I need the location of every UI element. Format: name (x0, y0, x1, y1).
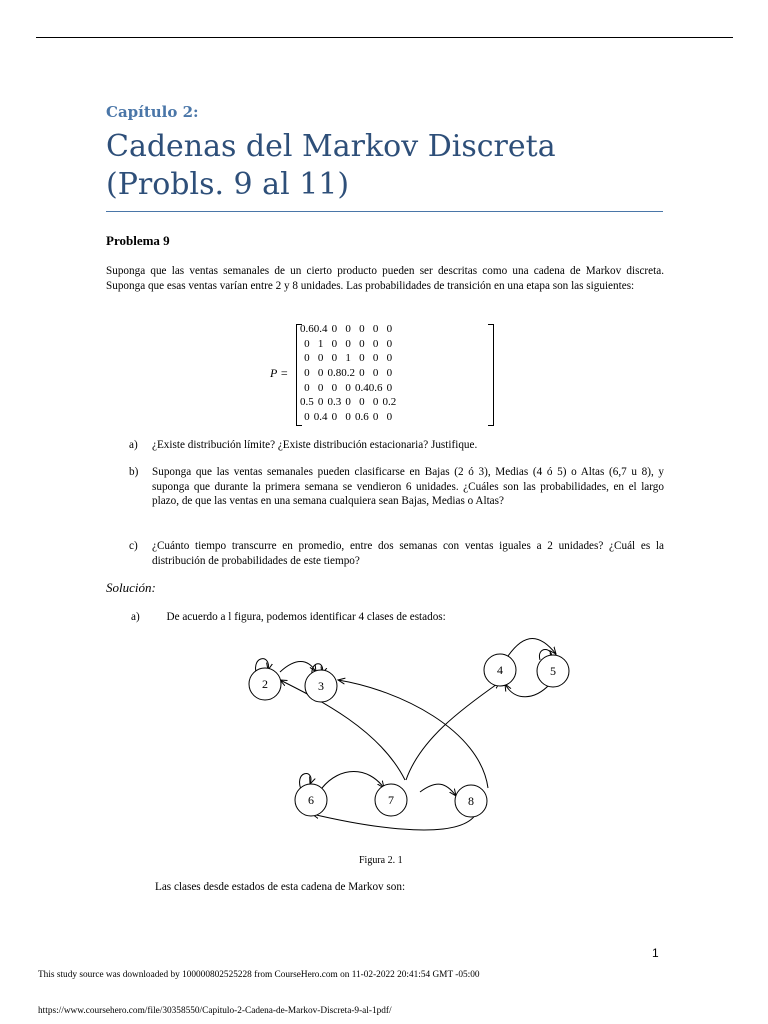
matrix-cell: 0 (317, 367, 324, 380)
chapter-label: Capítulo 2: (106, 103, 199, 121)
matrix-cell: 0 (345, 381, 351, 394)
question-text: Suponga que las ventas semanales pueden clasificarse en Bajas (2 ó 3), Medias (4 ó 5) o Altas (6,7 u 8), y suponga que durante la primera semana se vendieron 6 unidades. ¿Cuáles son las probabilidades, en el largo plazo, de que las ventas en una semana cualquiera sean Bajas, Medias o Altas? (152, 466, 664, 507)
title-divider (106, 211, 663, 212)
source-url[interactable]: https://www.coursehero.com/file/30358550/Capitulo-2-Cadena-de-Markov-Discreta-9-al-1pdf/ (38, 1006, 392, 1016)
question-a (129, 438, 664, 453)
matrix-cell: 0 (372, 410, 379, 423)
matrix-cell: 0 (331, 410, 338, 423)
question-c (129, 539, 664, 568)
matrix-cell: 0 (372, 337, 379, 350)
problem-heading: Problema 9 (106, 233, 170, 248)
question-label: a) (129, 439, 138, 451)
matrix-table (300, 322, 396, 424)
edge-5-4 (505, 684, 550, 697)
matrix-cell: 0 (359, 396, 365, 409)
state-label: 6 (308, 793, 314, 807)
matrix-cell: 0 (359, 323, 365, 336)
matrix-cell: 0.6 (368, 381, 383, 394)
matrix-cell: 0 (372, 323, 379, 336)
problem-intro: Suponga que las ventas semanales de un cierto producto pueden ser descritas como una cadena de Markov discreta. Suponga que esas ventas varían entre 2 y 8 unidades. Las probabilidades de transición en una etapa son las siguientes: (106, 265, 664, 292)
matrix-cell: 0 (386, 410, 393, 423)
matrix-cell: 0 (317, 352, 324, 365)
matrix-cell: 0 (304, 352, 310, 365)
question-text: ¿Existe distribución límite? ¿Existe distribución estacionaria? Justifique. (152, 439, 478, 451)
page-title: Cadenas del Markov Discreta (Probls. 9 al 11) (106, 129, 556, 202)
matrix-cell: 0 (386, 367, 393, 380)
matrix-row (300, 351, 396, 366)
question-b (129, 465, 664, 509)
edge-4-5 (508, 639, 556, 657)
matrix-row (300, 395, 396, 410)
state-label: 5 (550, 664, 556, 678)
edge-2-3 (280, 662, 316, 673)
matrix-cell: 0 (359, 367, 365, 380)
markov-state-diagram (240, 630, 590, 848)
state-label: 8 (468, 794, 474, 808)
state-label: 4 (497, 663, 503, 677)
matrix-cell: 0 (331, 352, 338, 365)
matrix-cell: 0.6 (300, 323, 314, 336)
matrix-cell: 0.3 (327, 396, 342, 409)
edge-7-2 (280, 680, 405, 780)
matrix-cell: 0 (331, 337, 338, 350)
matrix-row (300, 322, 396, 337)
matrix-row (300, 410, 396, 425)
matrix-cell: 0 (345, 323, 351, 336)
matrix-cell: 0 (372, 367, 379, 380)
matrix-cell: 0.4 (313, 323, 328, 336)
matrix-cell: 0.6 (355, 410, 369, 423)
matrix-cell: 0 (304, 367, 310, 380)
matrix-cell: 0 (372, 352, 379, 365)
matrix-cell: 0 (317, 381, 324, 394)
state-label: 2 (262, 677, 268, 691)
edge-8-6 (312, 814, 476, 830)
matrix-cell: 0 (359, 352, 365, 365)
matrix-cell: 0 (386, 323, 393, 336)
matrix-row (300, 337, 396, 352)
matrix-cell: 1 (345, 352, 351, 365)
matrix-cell: 0 (331, 381, 338, 394)
question-label: b) (129, 466, 139, 478)
download-notice: This study source was downloaded by 100000802525228 from CourseHero.com on 11-02-2022 20:41:54 GMT -05:00 (38, 970, 480, 980)
matrix-cell: 1 (317, 337, 324, 350)
matrix-cell: 0 (304, 410, 310, 423)
page-number: 1 (652, 946, 659, 960)
figure-caption: Figura 2. 1 (359, 855, 403, 866)
question-label: c) (129, 540, 138, 552)
question-text: ¿Cuánto tiempo transcurre en promedio, entre dos semanas con ventas iguales a 2 unidades? ¿Cuál es la distribución de probabilidades de este tiempo? (152, 540, 664, 567)
matrix-cell: 0 (359, 337, 365, 350)
matrix-cell: 0 (304, 381, 310, 394)
matrix-cell: 0 (345, 396, 351, 409)
matrix-cell: 0.8 (327, 367, 342, 380)
edge-7-8 (420, 784, 456, 796)
solution-a (131, 611, 446, 623)
matrix-right-bracket (488, 324, 494, 426)
matrix-cell: 0.4 (355, 381, 369, 394)
solution-heading: Solución: (106, 580, 156, 595)
matrix-cell: 0 (331, 323, 338, 336)
matrix-row (300, 366, 396, 381)
matrix-cell: 0 (317, 396, 324, 409)
state-label: 3 (318, 679, 324, 693)
matrix-label: P = (270, 366, 289, 380)
edge-6-7 (322, 772, 384, 789)
classes-text: Las clases desde estados de esta cadena de Markov son: (155, 881, 406, 893)
state-label: 7 (388, 793, 394, 807)
matrix-cell: 0 (386, 352, 393, 365)
matrix-cell: 0 (386, 381, 393, 394)
matrix-cell: 0 (345, 337, 351, 350)
top-rule (36, 37, 733, 38)
matrix-cell: 0.2 (341, 367, 355, 380)
matrix-cell: 0.5 (300, 396, 314, 409)
matrix-cell: 0.2 (382, 396, 397, 409)
matrix-cell: 0 (345, 410, 351, 423)
matrix-cell: 0 (386, 337, 393, 350)
solution-label: a) (131, 611, 140, 623)
matrix-cell: 0 (304, 337, 310, 350)
matrix-cell: 0 (372, 396, 379, 409)
solution-text: De acuerdo a l figura, podemos identificar 4 clases de estados: (166, 611, 446, 623)
matrix-row (300, 380, 396, 395)
matrix-cell: 0.4 (313, 410, 328, 423)
